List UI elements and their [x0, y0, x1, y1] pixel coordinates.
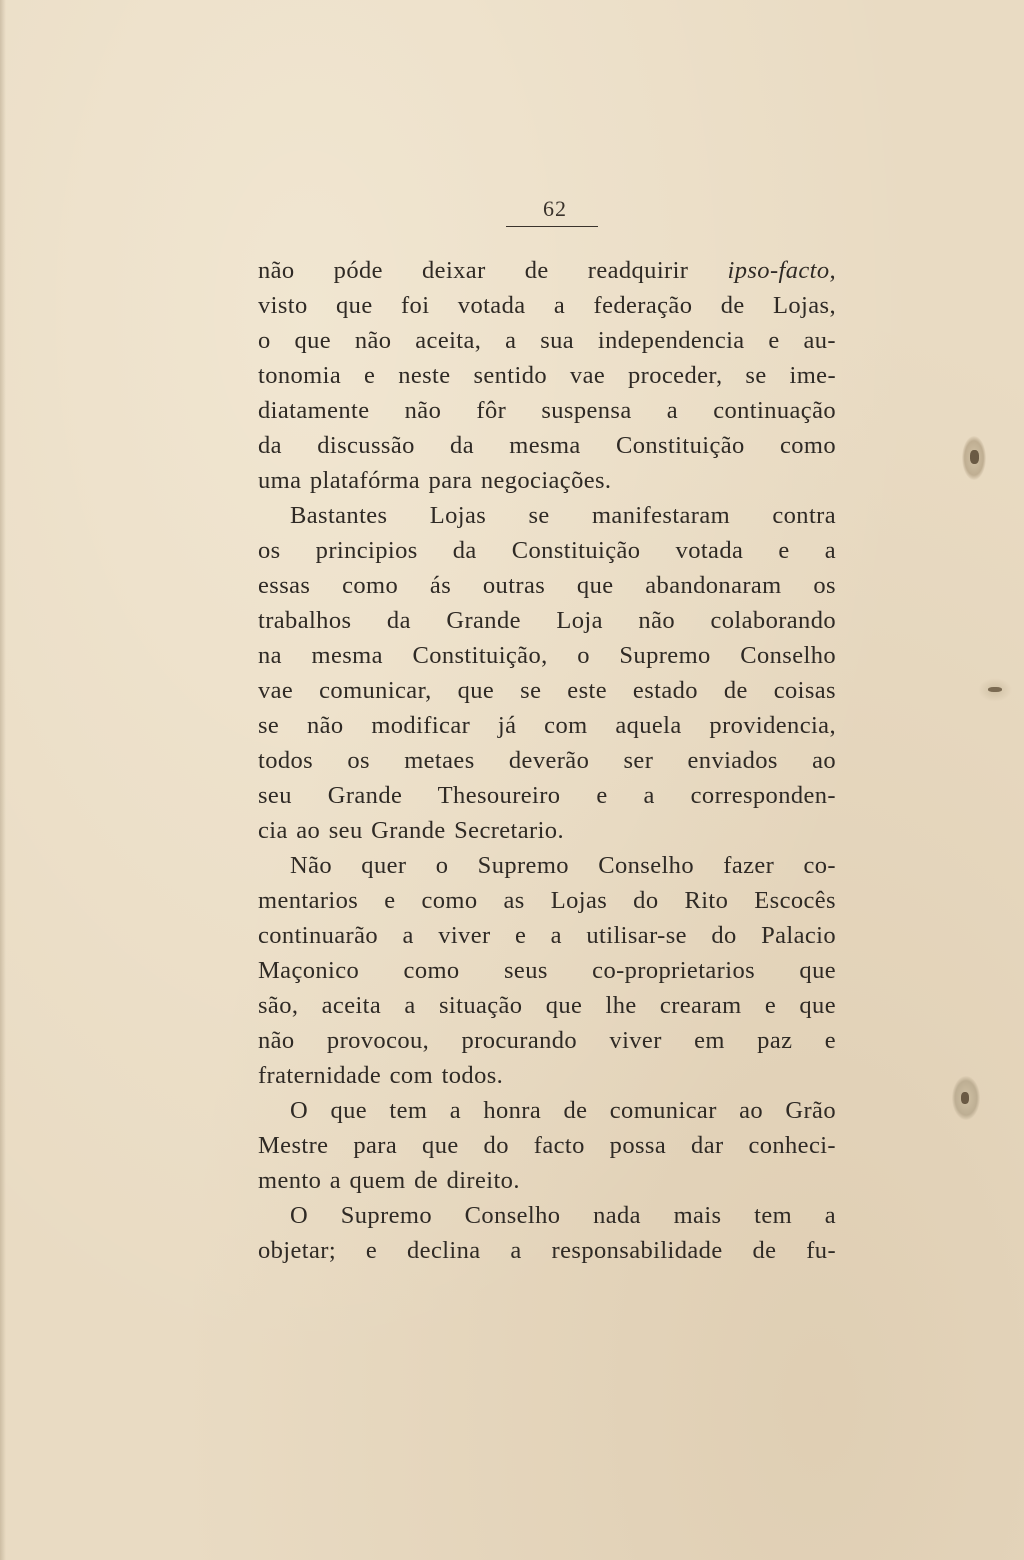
- text-line: vae comunicar, que se este estado de coisas: [258, 677, 836, 704]
- text-line: mento a quem de direito.: [258, 1167, 520, 1194]
- blemish-core: [988, 687, 1002, 692]
- text-line-content: não póde deixar de readquirir: [258, 257, 689, 284]
- text-line: objetar; e declina a responsabilidade de fu-: [258, 1237, 836, 1264]
- paragraph-first-line: Não quer o Supremo Conselho fazer co-: [290, 852, 836, 879]
- paper-blemish: [978, 678, 1012, 702]
- text-line: diatamente não fôr suspensa a continuação: [258, 397, 836, 424]
- paper-blemish: [962, 436, 986, 480]
- text-line: fraternidade com todos.: [258, 1062, 504, 1089]
- paragraph-first-line: Bastantes Lojas se manifestaram contra: [290, 502, 836, 529]
- page-edge-shadow: [0, 0, 6, 1560]
- text-line: tonomia e neste sentido vae proceder, se ime-: [258, 362, 836, 389]
- text-line: Maçonico como seus co-proprietarios que: [258, 957, 836, 984]
- text-line: visto que foi votada a federação de Lojas,: [258, 292, 836, 319]
- text-line: continuarão a viver e a utilisar-se do Palacio: [258, 922, 836, 949]
- text-line: da discussão da mesma Constituição como: [258, 432, 836, 459]
- text-line: essas como ás outras que abandonaram os: [258, 572, 836, 599]
- text-line: na mesma Constituição, o Supremo Conselho: [258, 642, 836, 669]
- italic-term: ipso-facto,: [727, 257, 837, 284]
- text-line: trabalhos da Grande Loja não colaborando: [258, 607, 836, 634]
- paragraph-first-line: O Supremo Conselho nada mais tem a: [290, 1202, 836, 1229]
- text-line: uma platafórma para negociações.: [258, 467, 612, 494]
- text-line: todos os metaes deverão ser enviados ao: [258, 747, 836, 774]
- blemish-core: [961, 1092, 969, 1104]
- page-number-underline: [506, 226, 598, 227]
- paragraph-first-line: O que tem a honra de comunicar ao Grão: [290, 1097, 836, 1124]
- text-line: mentarios e como as Lojas do Rito Escocês: [258, 887, 836, 914]
- text-line: [258, 253, 836, 288]
- text-line: não provocou, procurando viver em paz e: [258, 1027, 836, 1054]
- text-line: cia ao seu Grande Secretario.: [258, 817, 564, 844]
- text-line: Mestre para que do facto possa dar conheci-: [258, 1132, 836, 1159]
- blemish-core: [970, 450, 979, 464]
- text-line: se não modificar já com aquela providencia,: [258, 712, 836, 739]
- text-line: seu Grande Thesoureiro e a corresponden-: [258, 782, 836, 809]
- paper-blemish: [952, 1076, 980, 1120]
- text-line: os principios da Constituição votada e a: [258, 537, 836, 564]
- page-number: 62: [543, 196, 567, 221]
- text-line: o que não aceita, a sua independencia e au-: [258, 327, 836, 354]
- text-line: são, aceita a situação que lhe crearam e que: [258, 992, 836, 1019]
